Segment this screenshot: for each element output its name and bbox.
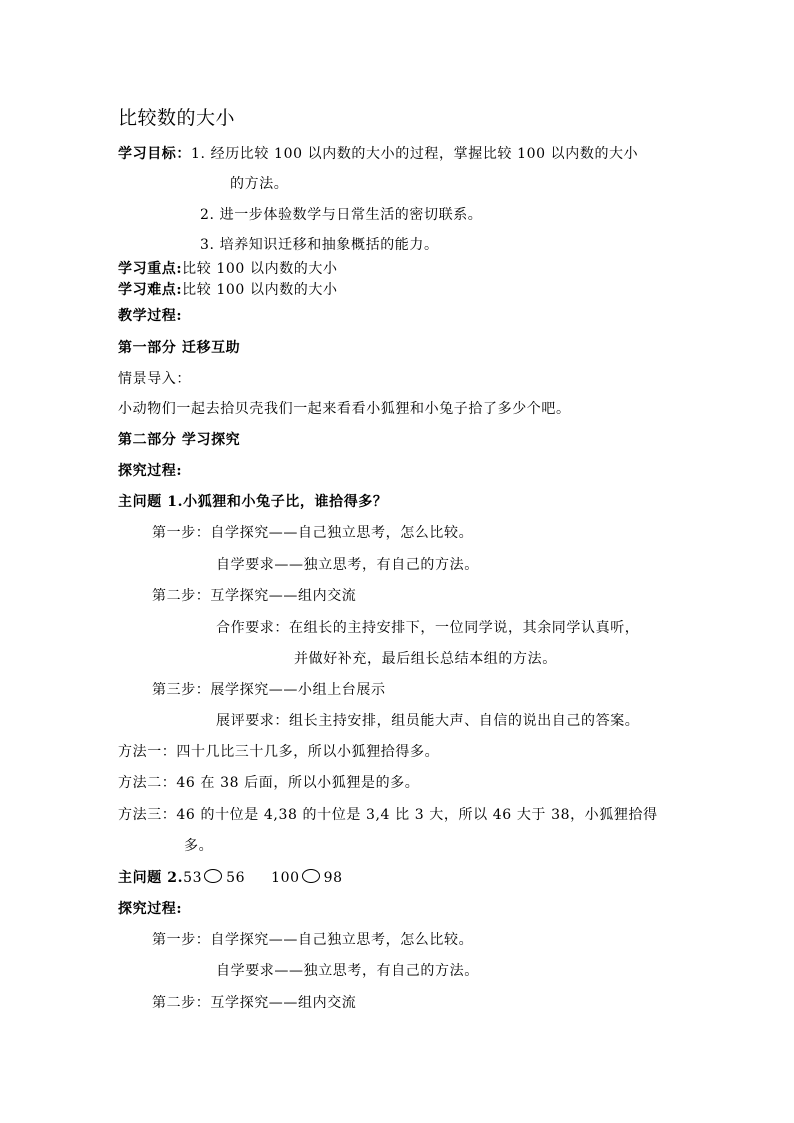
method-3-cont: 多。 <box>184 838 214 854</box>
method-1: 方法一：四十几比三十几多，所以小狐狸拾得多。 <box>118 744 440 760</box>
difficulty-line <box>118 281 338 299</box>
goal-item-1: 1. 经历比较 100 以内数的大小的过程，掌握比较 100 以内数的大小 <box>191 146 639 162</box>
q2-step-1: 第一步：自学探究——自己独立思考，怎么比较。 <box>152 932 474 948</box>
q2-number-a2: 100 <box>271 870 300 886</box>
goal-item-3: 3. 培养知识迁移和抽象概括的能力。 <box>200 237 439 253</box>
q2-number-b2: 98 <box>323 870 343 886</box>
q1-step-3: 第三步：展学探究——小组上台展示 <box>152 682 386 698</box>
q1-step-1: 第一步：自学探究——自己独立思考，怎么比较。 <box>152 525 474 541</box>
question-1: 主问题 1.小狐狸和小兔子比，谁拾得多？ <box>118 494 388 510</box>
q2-number-a1: 53 <box>183 870 203 886</box>
q1-step-3-requirement: 展评要求：组长主持安排，组员能大声、自信的说出自己的答案。 <box>216 713 640 729</box>
difficulty-label: 学习难点: <box>118 282 183 298</box>
difficulty-text: 比较 100 以内数的大小 <box>182 282 338 298</box>
compare-circle-icon <box>204 869 222 883</box>
process-heading: 教学过程: <box>118 308 183 324</box>
intro-label: 情景导入： <box>118 371 191 387</box>
goals-label: 学习目标： <box>118 146 191 162</box>
goal-item-2: 2. 进一步体验数学与日常生活的密切联系。 <box>200 207 483 223</box>
key-point-text: 比较 100 以内数的大小 <box>182 261 338 277</box>
goals-line-1 <box>118 145 638 163</box>
goal-item-1-cont: 的方法。 <box>230 176 289 192</box>
method-2: 方法二：46 在 38 后面，所以小狐狸是的多。 <box>118 775 420 791</box>
q1-step-2-requirement-cont: 并做好补充，最后组长总结本组的方法。 <box>294 651 557 667</box>
key-point-label: 学习重点: <box>118 261 183 277</box>
question-2-label: 主问题 2. <box>118 870 184 886</box>
method-3: 方法三：46 的十位是 4,38 的十位是 3,4 比 3 大，所以 46 大于 38，小狐狸拾得 <box>118 807 658 823</box>
q1-step-1-requirement: 自学要求——独立思考，有自己的方法。 <box>216 557 479 573</box>
explore2-heading: 探究过程: <box>118 901 183 917</box>
key-point-line <box>118 260 338 278</box>
q1-step-2: 第二步：互学探究——组内交流 <box>152 588 357 604</box>
intro-text: 小动物们一起去拾贝壳我们一起来看看小狐狸和小兔子拾了多少个吧。 <box>118 401 571 417</box>
question-2 <box>118 869 343 887</box>
q2-step-1-requirement: 自学要求——独立思考，有自己的方法。 <box>216 963 479 979</box>
q1-step-2-requirement: 合作要求：在组长的主持安排下，一位同学说，其余同学认真听， <box>216 620 640 636</box>
part2-heading: 第二部分 学习探究 <box>118 432 241 448</box>
part1-heading: 第一部分 迁移互助 <box>118 340 241 356</box>
q2-step-2: 第二步：互学探究——组内交流 <box>152 995 357 1011</box>
explore-heading: 探究过程: <box>118 463 183 479</box>
compare-circle-icon <box>302 869 320 883</box>
page-title: 比较数的大小 <box>118 107 236 129</box>
q2-number-b1: 56 <box>226 870 246 886</box>
